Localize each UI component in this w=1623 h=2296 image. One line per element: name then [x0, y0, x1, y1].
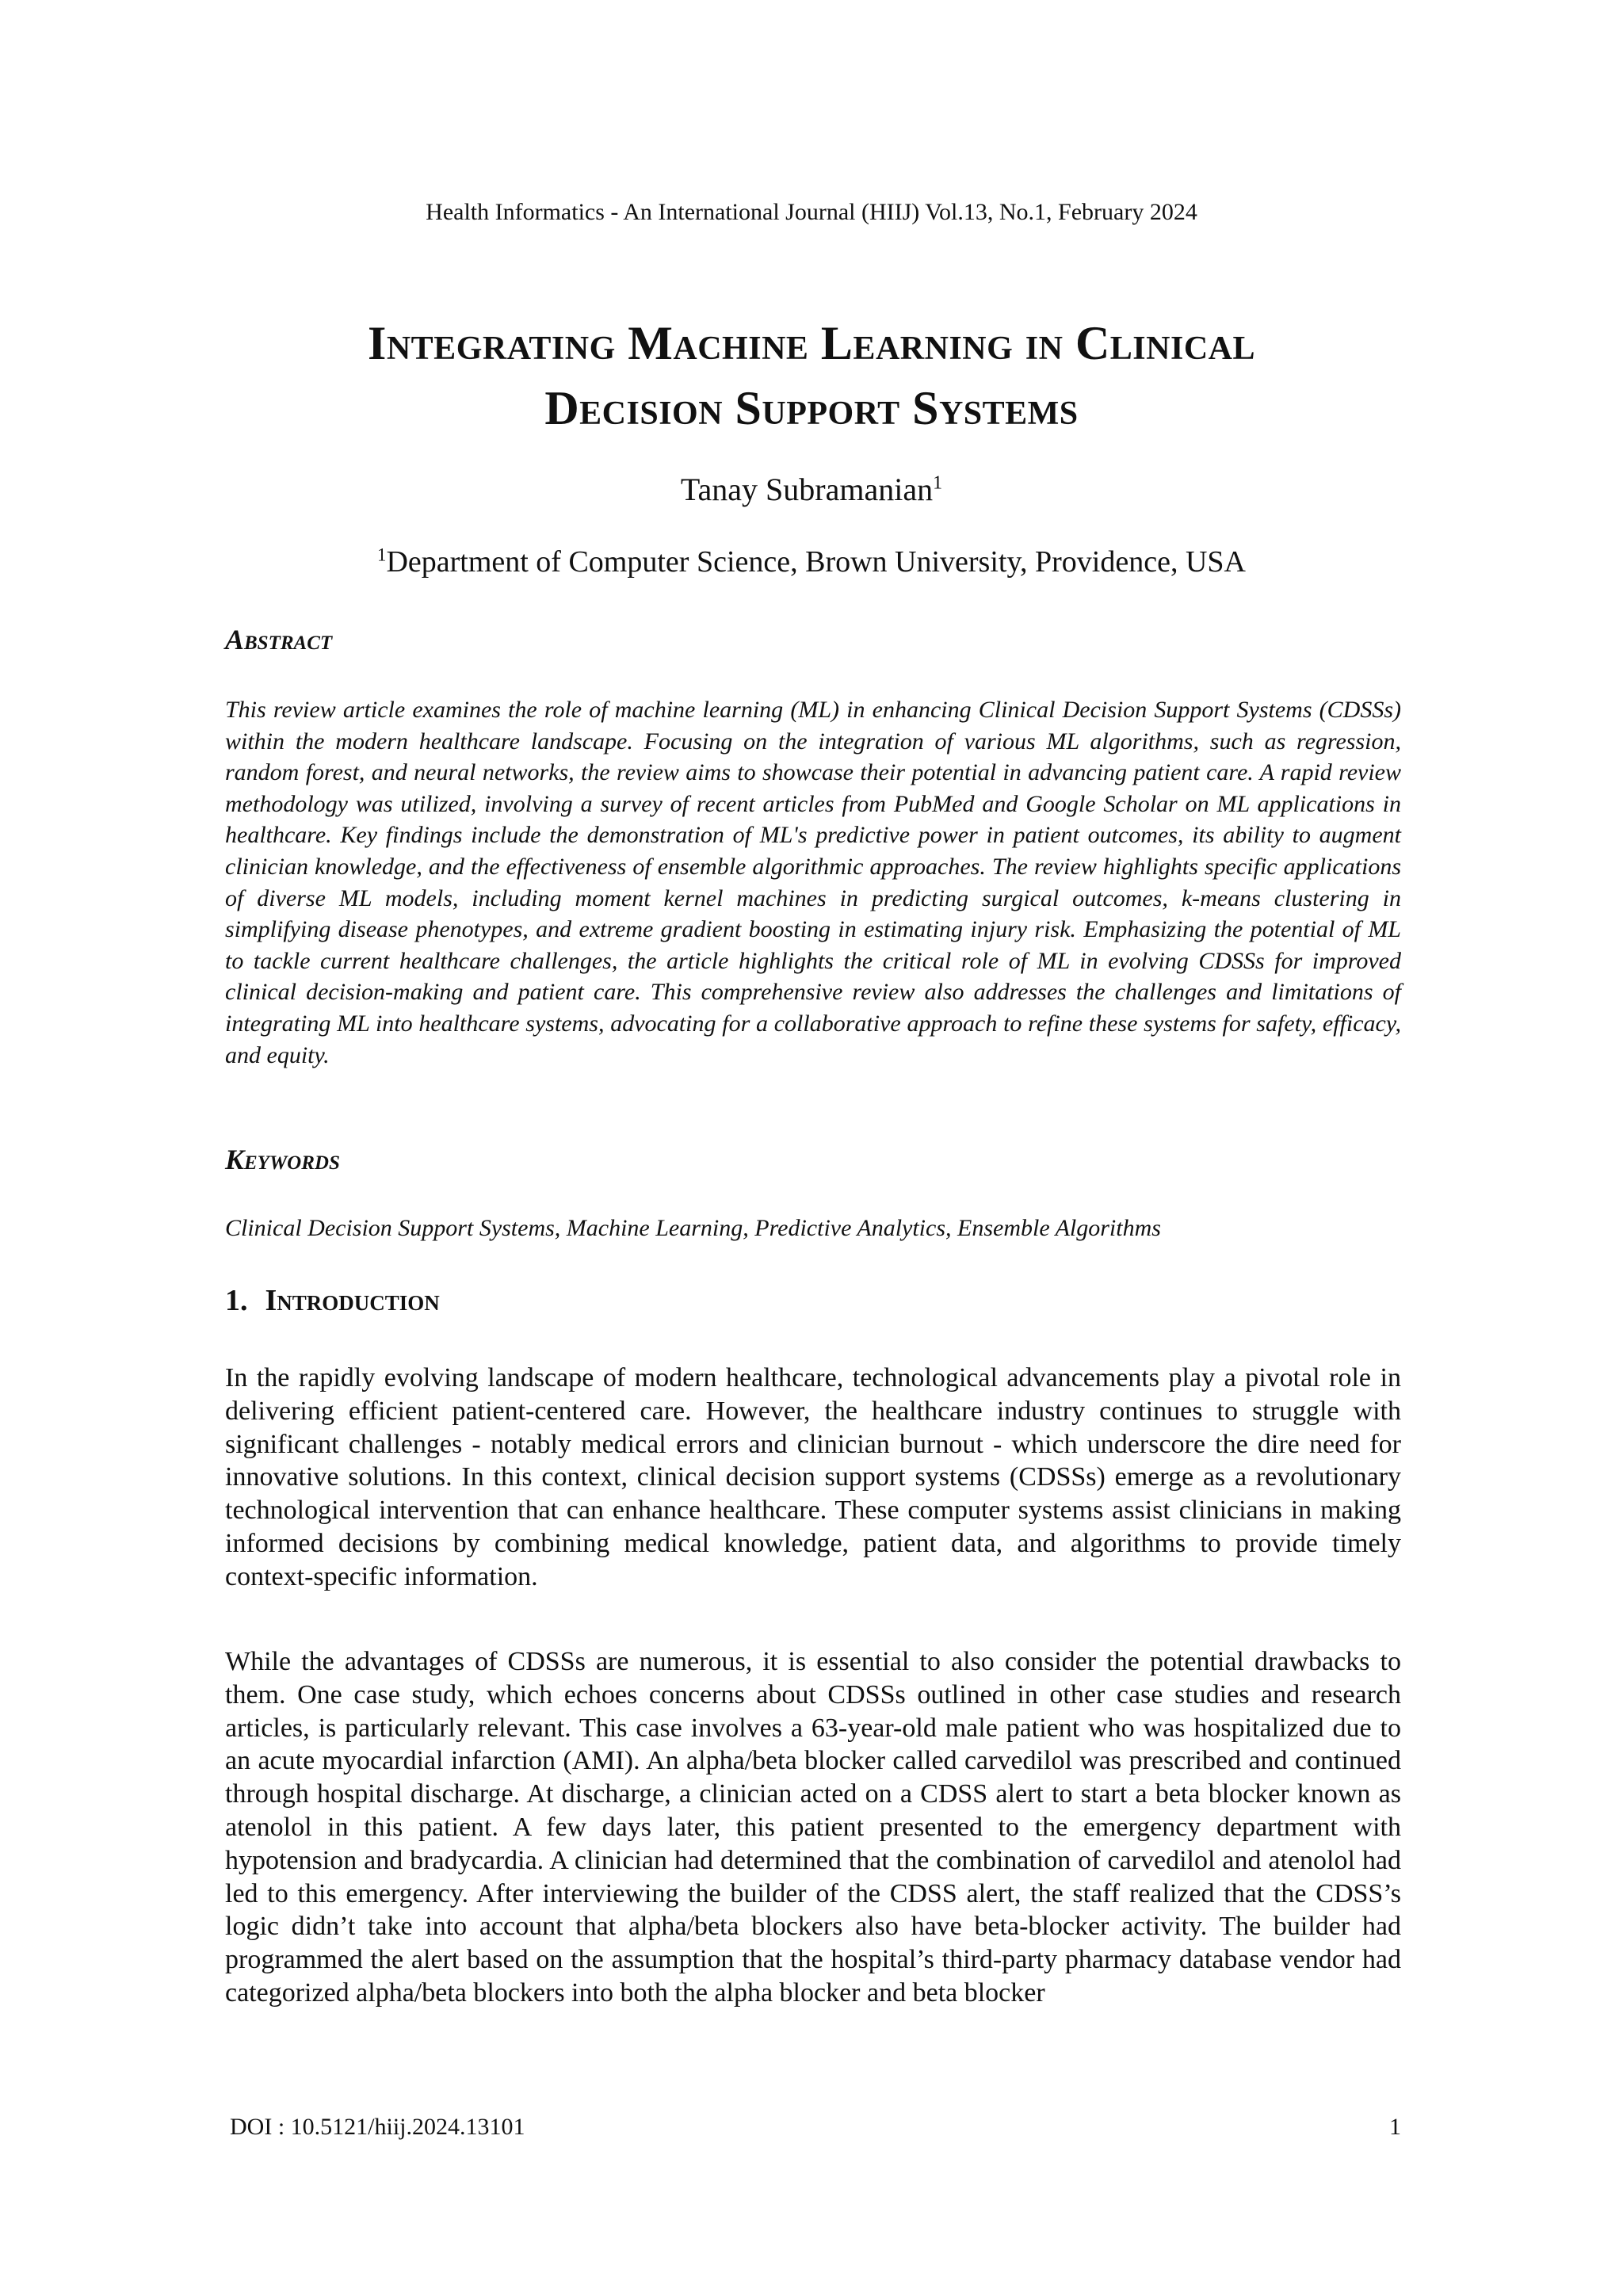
- abstract-text: This review article examines the role of machine learning (ML) in enhancing Clinical Decision Support Systems (CDSSs) within the modern healthcare landscape. Focusing on the integration of various ML algorithms, such as regression, random forest, and neural networks, the review aims to showcase their potential in advancing patient care. A rapid review methodology was utilized, involving a survey of recent articles from PubMed and Google Scholar on ML applications in healthcare. Key findings include the demonstration of ML's predictive power in patient outcomes, its ability to augment clinician knowledge, and the effectiveness of ensemble algorithmic approaches. The review highlights specific applications of diverse ML models, including moment kernel machines in predicting surgical outcomes, k-means clustering in simplifying disease phenotypes, and extreme gradient boosting in estimating injury risk. Emphasizing the potential of ML to tackle current healthcare challenges, the article highlights the critical role of ML in evolving CDSSs for improved clinical decision-making and patient care. This comprehensive review also addresses the challenges and limitations of integrating ML into healthcare systems, advocating for a collaborative approach to refine these systems for safety, efficacy, and equity.: [225, 697, 1401, 1068]
- affiliation-marker: 1: [377, 544, 387, 565]
- footer-doi: DOI : 10.5121/hiij.2024.13101: [230, 2114, 525, 2140]
- author-affiliation-marker: 1: [933, 472, 943, 494]
- section-number: 1.: [225, 1284, 248, 1317]
- abstract-heading: Abstract: [225, 624, 333, 655]
- author-name: Tanay Subramanian: [680, 472, 934, 507]
- affiliation-text: Department of Computer Science, Brown University, Providence, USA: [386, 545, 1246, 579]
- journal-header: Health Informatics - An International Journal (HIIJ) Vol.13, No.1, February 2024: [426, 199, 1197, 225]
- page-number: 1: [1389, 2114, 1401, 2140]
- introduction-heading: [225, 1281, 440, 1320]
- paper-title: [0, 311, 1623, 441]
- paper-title-line-2: Decision Support Systems: [544, 382, 1079, 434]
- introduction-paragraph-1: In the rapidly evolving landscape of modern healthcare, technological advancements play a pivotal role in delivering efficient patient-centered care. However, the healthcare industry continues to struggle with significant challenges - notably medical errors and clinician burnout - which underscore the dire need for innovative solutions. In this context, clinical decision support systems (CDSSs) emerge as a revolutionary technological intervention that can enhance healthcare. These computer systems assist clinicians in making informed decisions by combining medical knowledge, patient data, and algorithms to provide timely context-specific information.: [225, 1363, 1401, 1591]
- introduction-paragraph-2: While the advantages of CDSSs are numerous, it is essential to also consider the potential drawbacks to them. One case study, which echoes concerns about CDSSs outlined in other case studies and research articles, is particularly relevant. This case involves a 63-year-old male patient who was hospitalized due to an acute myocardial infarction (AMI). An alpha/beta blocker called carvedilol was prescribed and continued through hospital discharge. At discharge, a clinician acted on a CDSS alert to start a beta blocker known as atenolol in this patient. A few days later, this patient presented to the emergency department with hypotension and bradycardia. A clinician had determined that the combination of carvedilol and atenolol had led to this emergency. After interviewing the builder of the CDSS alert, the staff realized that the CDSS’s logic didn’t take into account that alpha/beta blockers also have beta-blocker activity. The builder had programmed the alert based on the assumption that the hospital’s third-party pharmacy database vendor had categorized alpha/beta blockers into both the alpha blocker and beta blocker: [225, 1647, 1401, 2008]
- section-title: Introduction: [265, 1284, 440, 1317]
- keywords-text: Clinical Decision Support Systems, Machine Learning, Predictive Analytics, Ensemble Algorithms: [225, 1215, 1161, 1241]
- affiliation: [0, 542, 1623, 582]
- paper-title-line-1: Integrating Machine Learning in Clinical: [367, 317, 1256, 369]
- keywords-heading: Keywords: [225, 1144, 340, 1175]
- author: [0, 469, 1623, 510]
